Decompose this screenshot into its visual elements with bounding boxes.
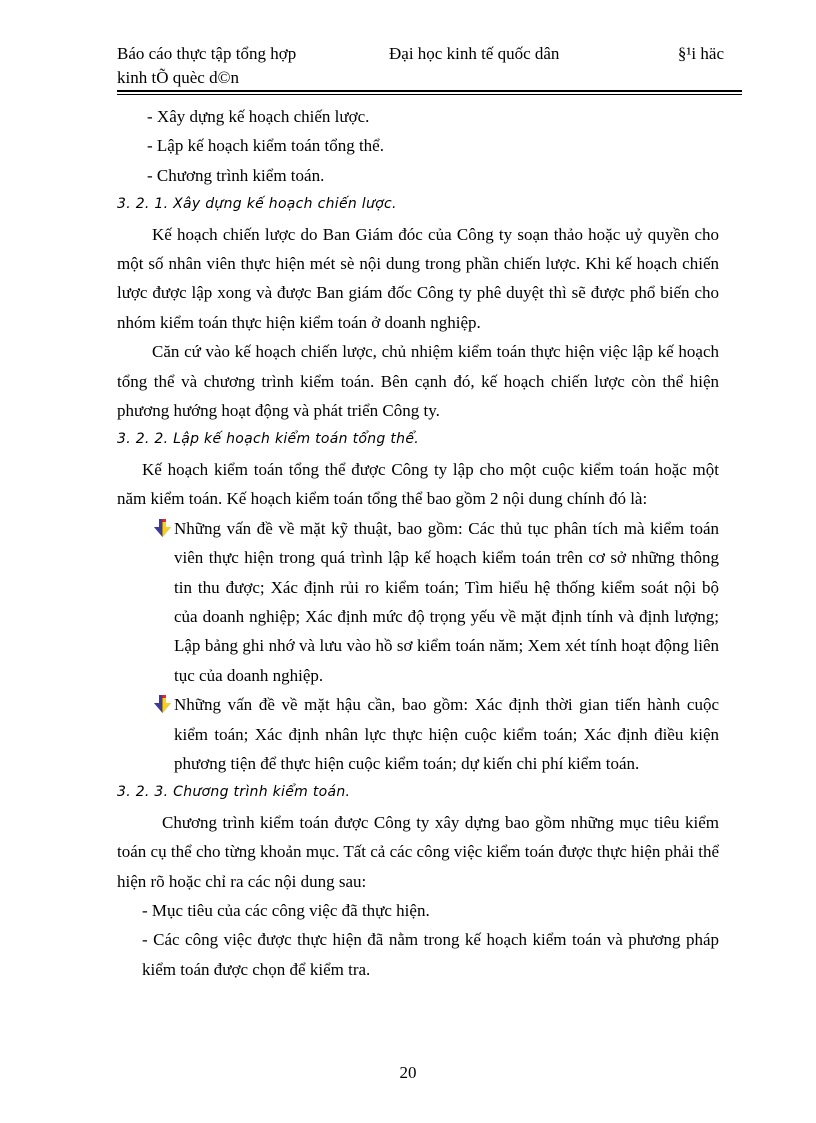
list-item	[117, 514, 719, 690]
list-item: - Lập kế hoạch kiểm toán tổng thể.	[147, 136, 384, 156]
list-item	[117, 690, 719, 778]
header-rule-thick	[117, 90, 742, 92]
down-arrow-icon	[153, 519, 172, 538]
list-item-text: Những vấn đề về mặt kỹ thuật, bao gồm: Các thủ tục phân tích mà kiểm toán viên thực hiện trong quá trình lập kế hoạch kiểm toán trên cơ sở những thông tin thu được; Xác định rủi ro kiểm toán; Tìm hiểu hệ thống kiểm soát nội bộ của doanh nghiệp; Xác định mức độ trọng yếu về mặt định tính và định lượng; Lập bảng ghi nhớ và lưu vào hồ sơ kiểm toán năm; Xem xét tính hoạt động liên tục của doanh nghiệp.	[174, 518, 719, 685]
section-heading-3: 3. 2. 3. Chương trình kiểm toán.	[117, 784, 351, 801]
paragraph: Căn cứ vào kế hoạch chiến lược, chủ nhiệm kiểm toán thực hiện việc lập kế hoạch tổng thể và chương trình kiểm toán. Bên cạnh đó, kế hoạch chiến lược còn thể hiện phương hướng hoạt động và phát triển Công ty.	[117, 342, 719, 421]
header-left-line1: Báo cáo thực tập tổng hợp	[117, 44, 297, 63]
header-center: Đại học kinh tế quốc dân	[389, 44, 560, 63]
list-item: - Các công việc được thực hiện đã nằm trong kế hoạch kiểm toán và phương pháp kiểm toán được chọn để kiểm tra.	[142, 930, 719, 979]
header-left	[117, 42, 296, 90]
list-item-text: Những vấn đề về mặt hậu cần, bao gồm: Xác định thời gian tiến hành cuộc kiểm toán; Xác định nhân lực thực hiện cuộc kiểm toán; Xác định điều kiện phương tiện để thực hiện cuộc kiểm toán; dự kiến chi phí kiểm toán.	[174, 695, 719, 773]
list-item: - Mục tiêu của các công việc đã thực hiện.	[142, 900, 430, 920]
list-item: - Xây dựng kế hoạch chiến lược.	[147, 107, 370, 126]
header-right: §¹i häc	[677, 44, 724, 63]
down-arrow-icon	[153, 695, 172, 714]
page-number: 20	[399, 1063, 417, 1082]
section-heading-1: 3. 2. 1. Xây dựng kế hoạch chiến lược.	[117, 196, 397, 213]
header-left-line2: kinh tÕ quèc d©n	[117, 68, 239, 87]
page-header	[117, 42, 742, 92]
section-heading-2: 3. 2. 2. Lập kế hoạch kiểm toán tổng thể.	[117, 431, 419, 448]
paragraph: Kế hoạch chiến lược do Ban Giám đóc của Công ty soạn thảo hoặc uỷ quyền cho một số nhân viên thực hiện mét sè nội dung trong phần chiến lược. Khi kế hoạch chiến lược được lập xong và được Ban giám đốc Công ty phê duyệt thì sẽ được phổ biến cho nhóm kiểm toán thực hiện kiểm toán ở doanh nghiệp.	[117, 224, 719, 332]
paragraph: Chương trình kiểm toán được Công ty xây dựng bao gồm những mục tiêu kiểm toán cụ thể cho từng khoản mục. Tất cả các công việc kiểm toán được thực hiện phải thể hiện rõ hoặc chỉ ra các nội dung sau:	[117, 812, 719, 891]
paragraph: Kế hoạch kiểm toán tổng thể được Công ty lập cho một cuộc kiểm toán hoặc một năm kiểm toán. Kế hoạch kiểm toán tổng thể bao gồm 2 nội dung chính đó là:	[117, 459, 719, 509]
header-rule-thin	[117, 94, 742, 95]
list-item: - Chương trình kiểm toán.	[147, 165, 325, 185]
page-body	[117, 102, 719, 984]
